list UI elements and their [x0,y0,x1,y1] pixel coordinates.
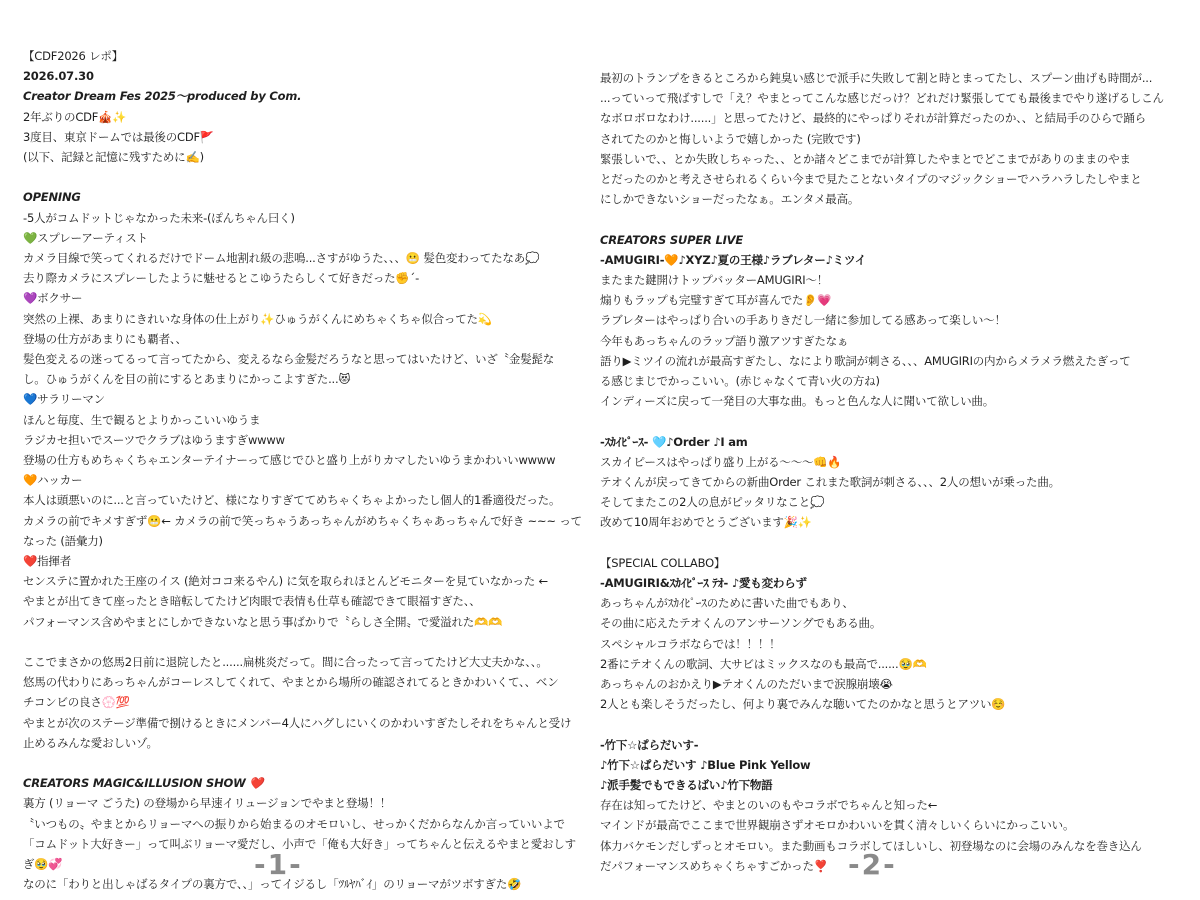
text-line: 【SPECIAL COLLABO】 [600,555,726,570]
text-line: だパフォーマンスめちゃくちゃすごかった❣️ [600,858,828,873]
text-line: 〝いつもの〟やまとからリョーマへの振りから始まるのオモロいし、せっかくだからなんか言っていいよで [23,816,565,831]
text-line: されてたのかと悔しいようで嬉しかった (完敗です) [600,131,861,146]
text-line: なった (語彙力) [23,533,103,548]
page-2-text-column [600,68,1190,876]
section-heading-line: OPENING [23,190,81,205]
text-line: -5人がコムドットじゃなかった未来-(ぽんちゃん曰く) [23,210,295,225]
page-number-1: -1- [254,848,303,881]
text-line: カメラの前でキメすぎず😬← カメラの前で笑っちゃうあっちゃんがめちゃくちゃあっちゃんで好き ~~~ って [23,513,582,528]
text-line: 2人とも楽しそうだったし、何より裏でみんな聴いてたのかなと思うとアツい☺️ [600,697,1006,712]
text-line: ここでまさかの悠馬2日前に退院したと......扁桃炎だって。間に合ったって言ってたけど大丈夫かな、、。 [23,655,548,670]
text-line: 今年もあっちゃんのラップ語り激アツすぎたなぁ [600,333,849,348]
text-line: 止めるみんな愛おしいゾ。 [23,735,158,750]
text-line: 🧡ハッカー [23,473,83,488]
text-line: そしてまたこの2人の息がピッタリなこと💭 [600,495,825,510]
blank-line [600,714,1190,734]
section-heading-line: 2026.07.30 [23,69,94,84]
text-line: やまとが次のステージ準備で捌けるときにメンバー4人にハグしにいくのかわいすぎたしそれをちゃんと受け [23,715,572,730]
text-line: 「コムドット大好きー」って叫ぶリョーマ愛だし、小声で「俺も大好き」ってちゃんと伝えるやまと愛おしす [23,836,576,851]
blank-line [600,533,1190,553]
blank-line [23,167,590,187]
text-line: 語り▶ミツイの流れが最高すぎたし、なにより歌詞が刺さる、、、AMUGIRIの内からメラメラ燃えたぎって [600,353,1131,368]
section-heading-line: -AMUGIRI-🧡♪XYZ♪夏の王様♪ラブレター♪ミツイ [600,252,866,267]
text-line: (以下、記録と記憶に残すために✍️) [23,150,204,165]
text-line: 去り際カメラにスプレーしたように魅せるとこゆうたらしくて好きだった✊´- [23,271,420,286]
text-line: 本人は頭悪いのに...と言っていたけど、様になりすぎててめちゃくちゃよかったし個人的1番適役だった。 [23,493,561,508]
text-line: 最初のトランプをきるところから鈍臭い感じで派手に失敗して割と時とまってたし、スプーン曲げも時間が... [600,71,1153,85]
text-line: し。ひゅうがくんを目の前にするとあまりにかっこよすぎた...😻 [23,372,351,387]
text-line: インディーズに戻って一発目の大事な曲。もっと色んな人に聞いて欲しい曲。 [600,394,995,409]
text-line: センステに置かれた王座のイス (絶対ココ来るやん) に気を取られほとんどモニターを見ていなかった ← [23,574,548,589]
blank-line [600,209,1190,229]
text-line: 裏方 (リョーマ ごうた) の登場から早速イリュージョンでやまと登場！！ [23,796,392,811]
text-line: ラブレターはやっぱり合いの手ありきだし一緒に参加してる感あって楽しい〜！ [600,313,1006,328]
text-line: 煽りもラップも完璧すぎて耳が喜んでた👂💗 [600,293,832,308]
text-line: あっちゃんのおかえり▶テオくんのただいまで涙腺崩壊😭 [600,677,893,692]
blank-line [600,411,1190,431]
text-line: 改めて10周年おめでとうございます🎉✨ [600,515,812,530]
text-line: 💙サラリーマン [23,392,105,407]
text-line: パフォーマンス含めやまとにしかできないなと思う事ばかりで〝らしさ全開〟で愛溢れた🫶🫶 [23,614,503,629]
text-line: 体力バケモンだしずっとオモロい。また動画もコラボしてほしいし、初登場なのに会場のみんなを巻き込ん [600,838,1142,853]
text-line: カメラ目線で笑ってくれるだけでドーム地割れ級の悲鳴...さすがゆうた、、、😬 髪色変わってたなあ💭 [23,251,540,266]
section-heading-line: CREATORS MAGIC&ILLUSION SHOW ❤️ [23,776,264,791]
text-line: ...っていって飛ばすしで「え？やまとってこんな感じだっけ？どれだけ緊張してても最後までやり遂げるしこん [600,91,1164,106]
text-line: ラジカセ担いでスーツでクラブはゆうますぎwwww [23,432,285,447]
text-line: やまとが出てきて座ったとき暗転してたけど肉眼で表情も仕草も確認できて眼福すぎた、、 [23,594,481,609]
text-line: 2年ぶりのCDF🎪✨ [23,109,127,124]
section-heading-line: -竹下☆ぱらだいす- [600,737,699,752]
section-heading-line: ♪竹下☆ぱらだいす ♪Blue Pink Yellow [600,757,811,772]
text-line: マインドが最高でここまで世界観崩さずオモロかわいいを貫く清々しいくらいにかっこいい。 [600,818,1075,833]
text-line: にしかできないショーだったなぁ。エンタメ最高。 [600,192,860,207]
text-line: 登場の仕方があまりにも覇者、、 [23,331,187,346]
text-line: なのに「わりと出しゃばるタイプの裏方で、、」ってイジるし「ﾂﾙﾔﾊﾞｲ」のリョーマがツボすぎた🤣 [23,877,522,892]
text-line: ❤️指揮者 [23,554,72,569]
text-line: 突然の上裸、あまりにきれいな身体の仕上がり✨ひゅうがくんにめちゃくちゃ似合ってた💫 [23,311,492,326]
text-line: 登場の仕方もめちゃくちゃエンターテイナーって感じでひと盛り上がりカマしたいゆうまかわいいwwww [23,453,556,468]
text-line: 💜ボクサー [23,291,83,306]
text-line: 髪色変えるの迷ってるって言ってたから、変えるなら金髪だろうなと思ってはいたけど、いざ〝金髪髭な [23,352,555,367]
text-line: またまた鍵開けトップバッターAMUGIRI〜！ [600,273,829,288]
page-number-2: -2- [848,848,897,881]
text-line: 2番にテオくんの歌詞、大サビはミックスなのも最高で......🥹🫶 [600,656,927,671]
section-heading-line: CREATORS SUPER LIVE [600,232,744,247]
text-line: スペシャルコラボならでは！！！！ [600,636,781,651]
text-line: なボロボロなわけ......」と思ってたけど、最終的にやっぱりそれが計算だったのか、、と結局手のひらで踊ら [600,111,1146,126]
text-line: ぎ🥹💞 [23,857,63,872]
page-1-text-column [23,46,590,894]
text-line: 💚スプレーアーティスト [23,230,148,245]
text-line: 存在は知ってたけど、やまとのいのもやコラボでちゃんと知った← [600,798,938,813]
text-line: スカイピースはやっぱり盛り上がる〜〜〜👊🔥 [600,454,842,469]
text-line: その曲に応えたテオくんのアンサーソングでもある曲。 [600,616,882,631]
section-heading-line: -ｽｶｲﾋﾟｰｽ- 🩵♪Order ♪I am [600,434,748,449]
text-line: あっちゃんがｽｶｲﾋﾟｰｽのために書いた曲でもあり、 [600,596,854,611]
section-heading-line: ♪派手髪でもできるばい♪竹下物語 [600,778,773,793]
text-line: とだったのかと考えさせられるくらい今まで見たことないタイプのマジックショーでハラハラしたしやまと [600,172,1142,187]
text-line: る感じまじでかっこいい。(赤じゃなくて青い火の方ね) [600,374,880,389]
section-heading-line: Creator Dream Fes 2025〜produced by Com. [23,89,302,104]
section-heading-line: -AMUGIRI&ｽｶｲﾋﾟｰｽ ﾃｵ- ♪愛も変わらず [600,576,807,591]
blank-line [23,753,590,773]
report-page-2 [600,0,1200,900]
text-line: テオくんが戻ってきてからの新曲Order これまた歌詞が刺さる、、、2人の想いが乗った曲。 [600,475,1060,490]
text-line: ほんと毎度、生で観るとよりかっこいいゆうま [23,412,261,427]
text-line: 悠馬の代わりにあっちゃんがコーレスしてくれて、やまとから場所の確認されてるときかわいくて、、ベン [23,675,559,690]
text-line: 3度目、東京ドームでは最後のCDF🚩 [23,129,215,144]
text-line: チコンビの良さ💮💯 [23,695,130,710]
text-line: 緊張しいで、、とか失敗しちゃった、、とか諸々どこまでが計算したやまとでどこまでがありのままのやま [600,151,1131,166]
text-line: 【CDF2026 レポ】 [23,49,124,63]
blank-line [23,632,590,652]
